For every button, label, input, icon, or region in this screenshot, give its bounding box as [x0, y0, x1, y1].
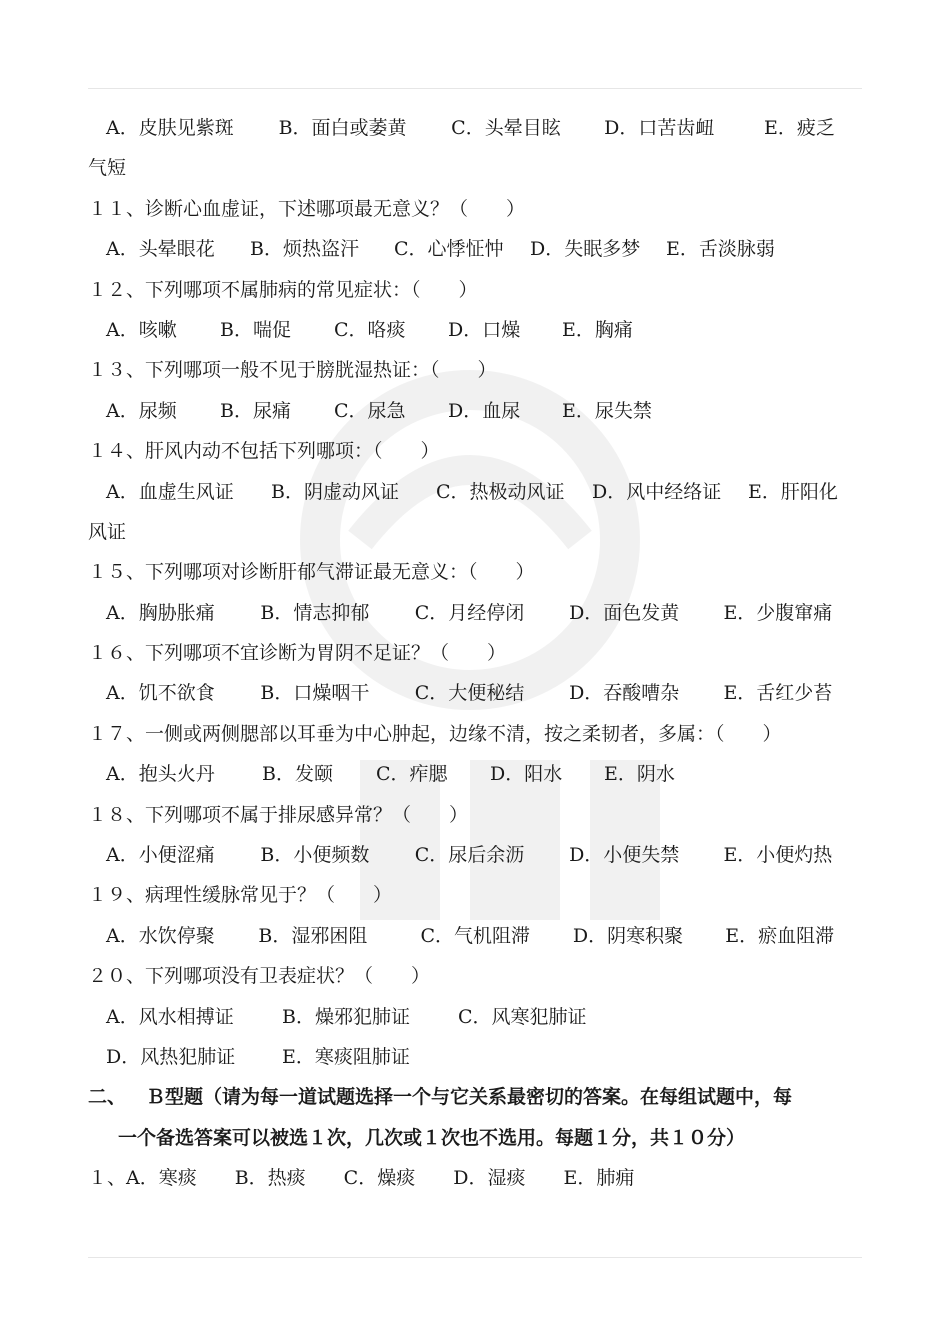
answer-option: C．尿后余沥 — [414, 844, 525, 867]
answer-option: D．面色发黄 — [569, 601, 680, 624]
answer-option: E．舌淡脉弱 — [666, 238, 775, 261]
answer-option: B．阴虚动风证 — [271, 480, 399, 503]
question-stem: １、A．寒痰 B．热痰 C．燥痰 D．湿痰 E．肺痈 — [88, 1167, 635, 1190]
answer-option: A．风水相搏证 — [106, 1005, 234, 1028]
answer-option: B．烦热盗汗 — [250, 238, 359, 261]
answer-option: B．情志抑郁 — [260, 601, 370, 624]
question-stem: １９、病理性缓脉常见于？（ ） — [88, 884, 393, 907]
answer-option: B．发颐 — [262, 763, 333, 786]
answer-option: E．小便灼热 — [723, 844, 833, 867]
question-stem: １２、下列哪项不属肺病的常见症状：（ ） — [88, 278, 478, 301]
answer-option: E．舌红少苔 — [723, 682, 833, 705]
answer-option: D．口燥 — [448, 318, 521, 341]
answer-option: E．尿失禁 — [562, 399, 652, 422]
answer-option: C．咯痰 — [334, 318, 406, 341]
answer-option: C．风寒犯肺证 — [458, 1005, 587, 1028]
answer-option: B．燥邪犯肺证 — [282, 1005, 410, 1028]
wrapped-text: 风证 — [88, 520, 127, 543]
option-row — [88, 391, 862, 431]
answer-option: C．月经停闭 — [414, 601, 525, 624]
section-title-continued: 一个备选答案可以被选１次，几次或１次也不选用。每题１分，共１０分） — [118, 1126, 746, 1149]
answer-option: E．肝阳化 — [748, 480, 838, 503]
question-stem: １３、下列哪项一般不见于膀胱湿热证：（ ） — [88, 359, 497, 382]
answer-option: E．少腹窜痛 — [723, 601, 833, 624]
answer-option: B．尿痛 — [220, 399, 291, 422]
answer-option: A．胸胁胀痛 — [106, 601, 215, 624]
answer-option: B．喘促 — [220, 318, 291, 341]
answer-option: C．心悸怔忡 — [394, 238, 504, 261]
section-title: Ｂ型题（请为每一道试题选择一个与它关系最密切的答案。在每组试题中，每 — [146, 1086, 793, 1109]
answer-option: E．寒痰阻肺证 — [282, 1045, 410, 1068]
wrapped-text: 气短 — [88, 157, 127, 180]
answer-option: A．尿频 — [106, 399, 177, 422]
option-row — [88, 108, 862, 148]
answer-option: C．热极动风证 — [436, 480, 565, 503]
answer-option: D．失眠多梦 — [530, 238, 641, 261]
question-stem: １７、一侧或两侧腮部以耳垂为中心肿起，边缘不清，按之柔韧者，多属：（ ） — [88, 722, 782, 745]
answer-option: C．气机阻滞 — [420, 924, 531, 947]
question-stem: １８、下列哪项不属于排尿感异常？（ ） — [88, 803, 469, 826]
answer-option: D．血尿 — [448, 399, 521, 422]
answer-option: B．小便频数 — [260, 844, 370, 867]
answer-option: C．尿急 — [334, 399, 406, 422]
answer-option: A．水饮停聚 — [106, 924, 215, 947]
answer-option: C．大便秘结 — [414, 682, 525, 705]
answer-option: A．小便涩痛 — [106, 844, 215, 867]
option-row — [88, 835, 862, 875]
answer-option: A．皮肤见紫斑 — [106, 117, 234, 139]
footer-rule — [88, 1257, 862, 1258]
answer-option: A．抱头火丹 — [106, 763, 215, 786]
section-number: 二、 — [88, 1086, 127, 1109]
answer-option: A．头晕眼花 — [106, 238, 215, 261]
answer-option: E．胸痛 — [562, 318, 633, 341]
answer-option: D．风热犯肺证 — [106, 1045, 236, 1068]
question-stem: １５、下列哪项对诊断肝郁气滞证最无意义：（ ） — [88, 561, 535, 584]
question-stem: １１、诊断心血虚证，下述哪项最无意义？（ ） — [88, 197, 526, 220]
option-row — [88, 916, 862, 956]
option-row — [88, 1037, 862, 1077]
option-row — [88, 229, 862, 269]
answer-option: B．湿邪困阻 — [258, 924, 368, 947]
answer-option: D．阴寒积聚 — [572, 924, 684, 947]
answer-option: E．瘀血阻滞 — [725, 924, 835, 947]
answer-option: C．头晕目眩 — [451, 117, 561, 139]
answer-option: D．小便失禁 — [569, 844, 680, 867]
answer-option: A．血虚生风证 — [106, 480, 234, 503]
header-rule — [88, 88, 862, 89]
option-row — [88, 472, 862, 512]
answer-option: A．饥不欲食 — [106, 682, 215, 705]
answer-option: A．咳嗽 — [106, 318, 177, 341]
answer-option: C．痄腮 — [376, 763, 448, 786]
option-row — [88, 754, 862, 794]
option-row — [88, 593, 862, 633]
answer-option: B．面白或萎黄 — [278, 117, 407, 139]
answer-option: D．吞酸嘈杂 — [569, 682, 680, 705]
document-body — [88, 108, 862, 1199]
question-stem: １６、下列哪项不宜诊断为胃阴不足证？（ ） — [88, 642, 507, 665]
answer-option: E．疲乏 — [763, 117, 835, 139]
option-row — [88, 997, 862, 1037]
answer-option: D．阳水 — [490, 763, 563, 786]
option-row — [88, 310, 862, 350]
answer-option: D．风中经络证 — [592, 480, 722, 503]
answer-option: B．口燥咽干 — [260, 682, 370, 705]
answer-option: E．阴水 — [604, 763, 675, 786]
section-heading — [88, 1077, 862, 1117]
option-row — [88, 673, 862, 713]
question-stem: ２０、下列哪项没有卫表症状？（ ） — [88, 965, 431, 988]
question-stem: １４、肝风内动不包括下列哪项：（ ） — [88, 440, 440, 463]
answer-option: D．口苦齿衄 — [604, 117, 715, 139]
